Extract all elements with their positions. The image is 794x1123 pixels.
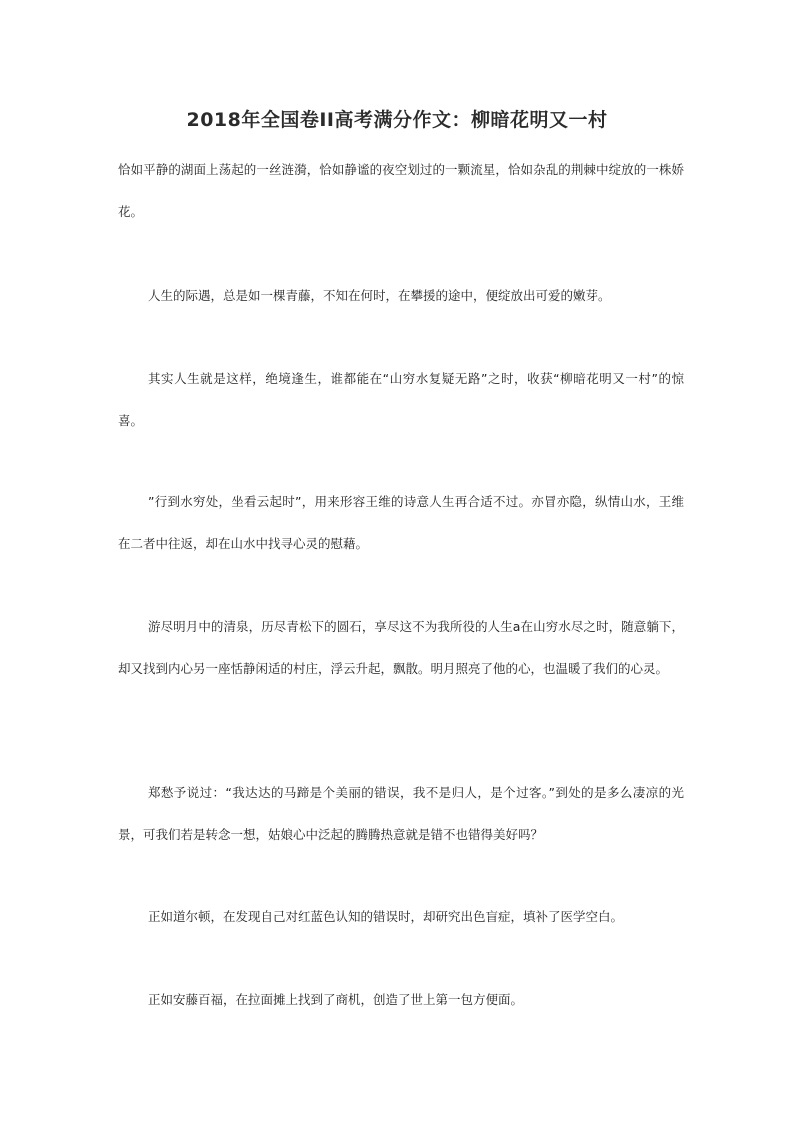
paragraph-2: 人生的际遇，总是如一棵青藤，不知在何时，在攀援的途中，便绽放出可爱的嫩芽。 (148, 288, 611, 303)
paragraph-4: ”行到水穷处，坐看云起时”，用来形容王维的诗意人生再合适不过。亦冒亦隐，纵情山水，王维在二者中往返，却在山水中找寻心灵的慰藉。 (118, 494, 684, 551)
paragraph-1: 恰如平静的湖面上荡起的一丝涟漪，恰如静谧的夜空划过的一颗流星，恰如杂乱的荆棘中绽放的一株娇花。 (118, 162, 684, 219)
document-title: 2018年全国卷II高考满分作文：柳暗花明又一村 (186, 109, 608, 131)
paragraph-3: 其实人生就是这样，绝境逢生，谁都能在“山穷水复疑无路”之时，收获“柳暗花明又一村”的惊喜。 (118, 371, 684, 428)
paragraph-8: 正如安藤百福，在拉面摊上找到了商机，创造了世上第一包方便面。 (148, 992, 524, 1007)
paragraph-7: 正如道尔顿，在发现自己对红蓝色认知的错误时，却研究出色盲症，填补了医学空白。 (148, 909, 624, 924)
paragraph-5: 游尽明月中的清泉，历尽青松下的圆石，享尽这不为我所役的人生a在山穷水尽之时，随意躺下，却又找到内心另一座恬静闲适的村庄，浮云升起，飘散。明月照亮了他的心，也温暖了我们的心灵。 (118, 619, 684, 676)
paragraph-6: 郑愁予说过：“我达达的马蹄是个美丽的错误，我不是归人，是个过客。”到处的是多么凄凉的光景，可我们若是转念一想，姑娘心中泛起的腾腾热意就是错不也错得美好吗？ (118, 785, 684, 842)
